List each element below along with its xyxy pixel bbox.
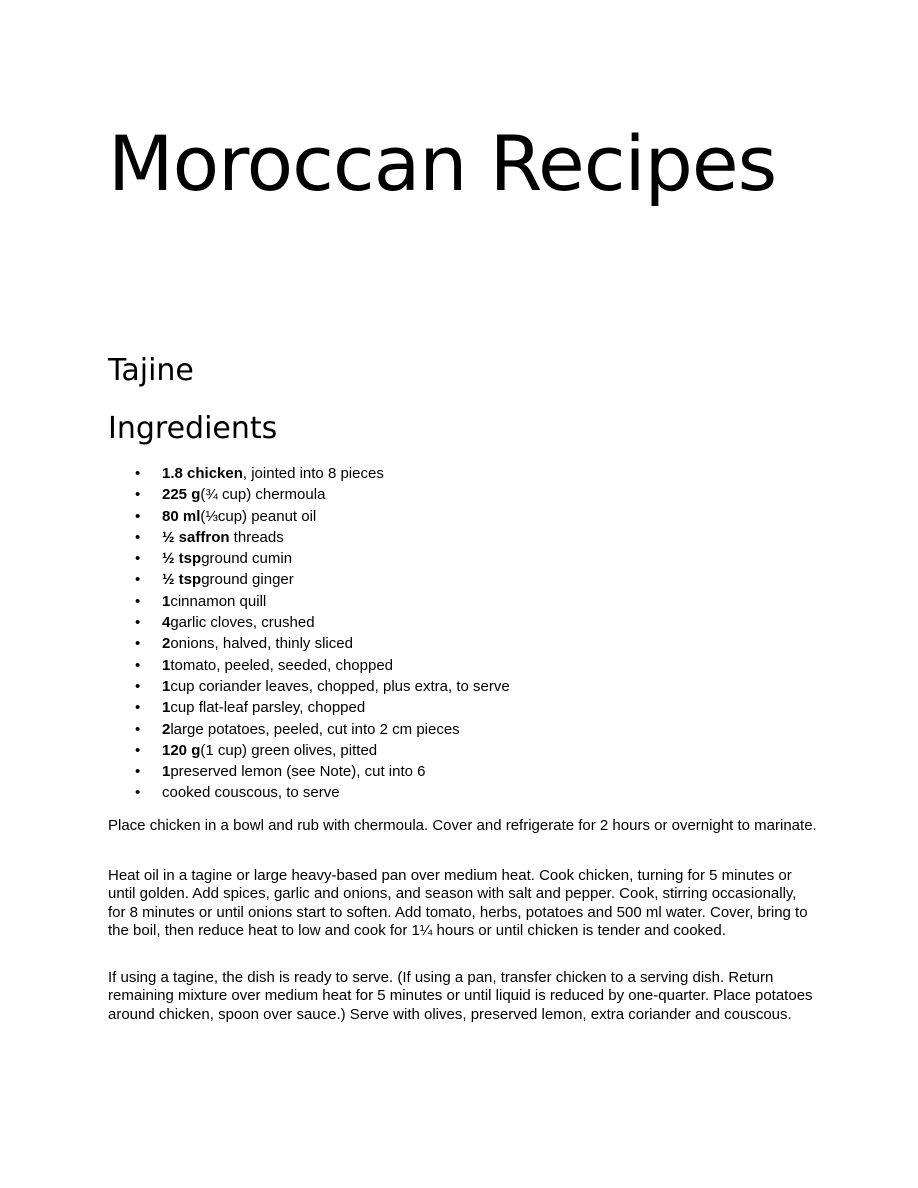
ingredient-text: , jointed into 8 pieces <box>242 465 384 482</box>
bullet-icon: • <box>135 699 141 717</box>
instruction-paragraph: Place chicken in a bowl and rub with chermoula. Cover and refrigerate for 2 hours or overnight to marinate. <box>108 817 817 834</box>
ingredient-text: preserved lemon (see Note), cut into 6 <box>170 763 426 781</box>
ingredient-item <box>108 612 510 633</box>
document-title: Moroccan Recipes <box>108 119 777 208</box>
ingredient-item <box>108 548 510 569</box>
ingredient-text: (¾ cup) chermoula <box>200 486 326 504</box>
ingredient-item <box>108 740 510 761</box>
bullet-icon: • <box>135 614 141 632</box>
ingredient-quantity: 1 <box>162 763 171 781</box>
ingredient-item <box>108 719 510 740</box>
ingredient-item <box>108 506 510 527</box>
ingredient-quantity: 1 <box>162 677 171 695</box>
ingredient-quantity: 2 <box>162 635 171 653</box>
bullet-icon: • <box>135 741 141 759</box>
ingredient-list <box>108 463 510 804</box>
ingredient-text: onions, halved, thinly sliced <box>170 635 353 653</box>
ingredient-text: threads <box>229 528 284 546</box>
bullet-icon: • <box>135 635 141 653</box>
bullet-icon: • <box>135 528 141 546</box>
ingredient-item <box>108 463 510 484</box>
recipe-title: Tajine <box>108 353 194 388</box>
ingredient-text: garlic cloves, crushed <box>170 614 315 632</box>
ingredient-item <box>108 697 510 718</box>
ingredient-item <box>108 484 510 505</box>
ingredient-item <box>108 676 510 697</box>
ingredient-quantity: 1 <box>162 699 171 717</box>
ingredient-item <box>108 569 510 590</box>
ingredient-item <box>108 761 510 782</box>
bullet-icon: • <box>135 784 141 802</box>
bullet-icon: • <box>135 763 141 781</box>
instruction-paragraph: If using a tagine, the dish is ready to serve. (If using a pan, transfer chicken to a serving dish. Return remaining mixture over medium heat for 5 minutes or until liquid is reduced by one-quarter. Place potatoes around chicken, spoon over sauce.) Serve with olives, preserved lemon, extra coriander and couscous. <box>108 969 813 1023</box>
bullet-icon: • <box>135 550 141 568</box>
ingredient-item <box>108 591 510 612</box>
ingredient-text: ground ginger <box>201 571 294 589</box>
ingredients-heading: Ingredients <box>108 411 278 446</box>
ingredient-quantity: 80 ml <box>162 507 201 525</box>
ingredient-quantity: 1.8 chicken <box>162 465 243 482</box>
ingredient-text: large potatoes, peeled, cut into 2 cm pieces <box>170 720 460 738</box>
ingredient-text: (⅓cup) peanut oil <box>200 507 317 525</box>
ingredient-quantity: ½ tsp <box>162 571 202 589</box>
ingredient-text: cinnamon quill <box>170 592 267 610</box>
ingredient-item <box>108 633 510 654</box>
ingredient-text: cooked couscous, to serve <box>162 784 340 802</box>
bullet-icon: • <box>135 592 141 610</box>
bullet-icon: • <box>135 677 141 695</box>
bullet-icon: • <box>135 507 141 525</box>
ingredient-quantity: 4 <box>162 614 171 632</box>
bullet-icon: • <box>135 486 141 504</box>
ingredient-quantity: 2 <box>162 720 171 738</box>
bullet-icon: • <box>135 465 141 482</box>
ingredient-quantity: ½ saffron <box>162 528 230 546</box>
ingredient-item <box>108 527 510 548</box>
ingredient-text: tomato, peeled, seeded, chopped <box>170 656 394 674</box>
ingredient-text: cup flat-leaf parsley, chopped <box>170 699 366 717</box>
ingredient-quantity: 1 <box>162 592 171 610</box>
bullet-icon: • <box>135 720 141 738</box>
bullet-icon: • <box>135 656 141 674</box>
instruction-paragraph: Heat oil in a tagine or large heavy-based pan over medium heat. Cook chicken, turning for 5 minutes or until golden. Add spices, garlic and onions, and season with salt and pepper. Cook, stirring occasionally, for 8 minutes or until onions start to soften. Add tomato, herbs, potatoes and 500 ml water. Cover, bring to the boil, then reduce heat to low and cook for 1¼ hours or until chicken is tender and cooked. <box>108 867 808 939</box>
ingredient-text: (1 cup) green olives, pitted <box>200 741 378 759</box>
ingredient-quantity: 225 g <box>162 486 201 504</box>
ingredient-quantity: 120 g <box>162 741 201 759</box>
ingredient-text: ground cumin <box>201 550 293 568</box>
ingredient-quantity: ½ tsp <box>162 550 202 568</box>
bullet-icon: • <box>135 571 141 589</box>
ingredient-text: cup coriander leaves, chopped, plus extra, to serve <box>170 677 510 695</box>
ingredient-item <box>108 782 510 803</box>
ingredient-item <box>108 655 510 676</box>
ingredient-quantity: 1 <box>162 656 171 674</box>
